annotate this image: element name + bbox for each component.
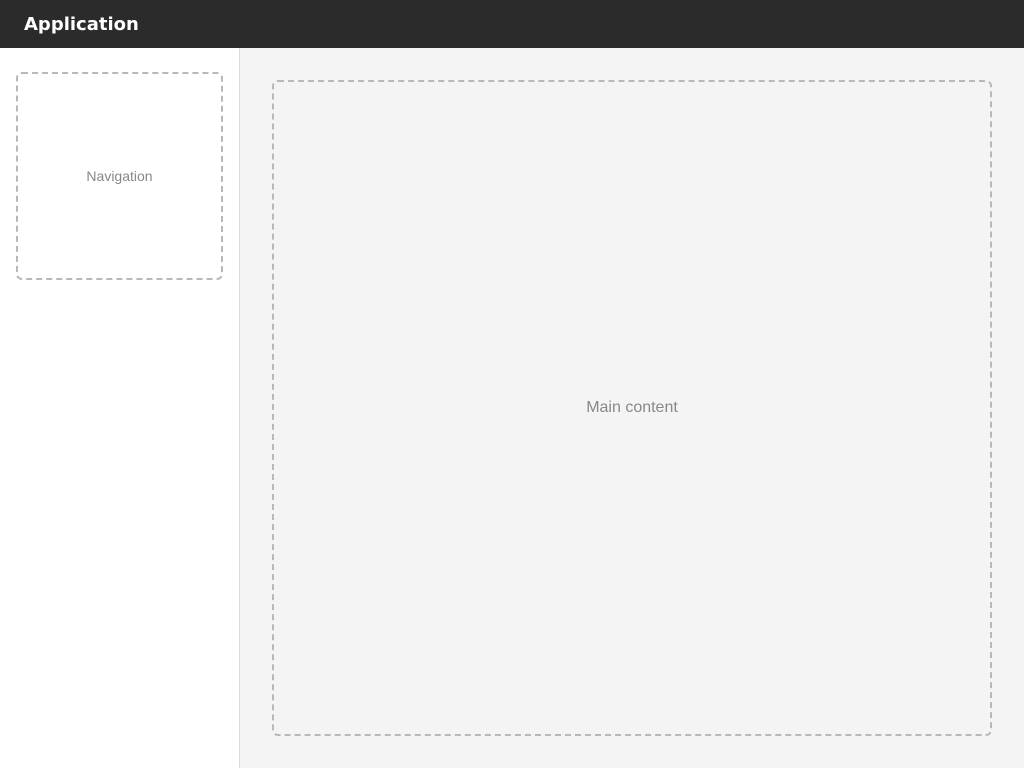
- sidebar-placeholder: Navigation: [16, 72, 223, 280]
- main-area: [0, 48, 1024, 768]
- content-placeholder: Main content: [272, 80, 992, 736]
- sidebar: [0, 48, 240, 768]
- app-title: Application: [24, 13, 139, 35]
- top-bar: [0, 0, 1024, 48]
- content-area: [240, 48, 1024, 768]
